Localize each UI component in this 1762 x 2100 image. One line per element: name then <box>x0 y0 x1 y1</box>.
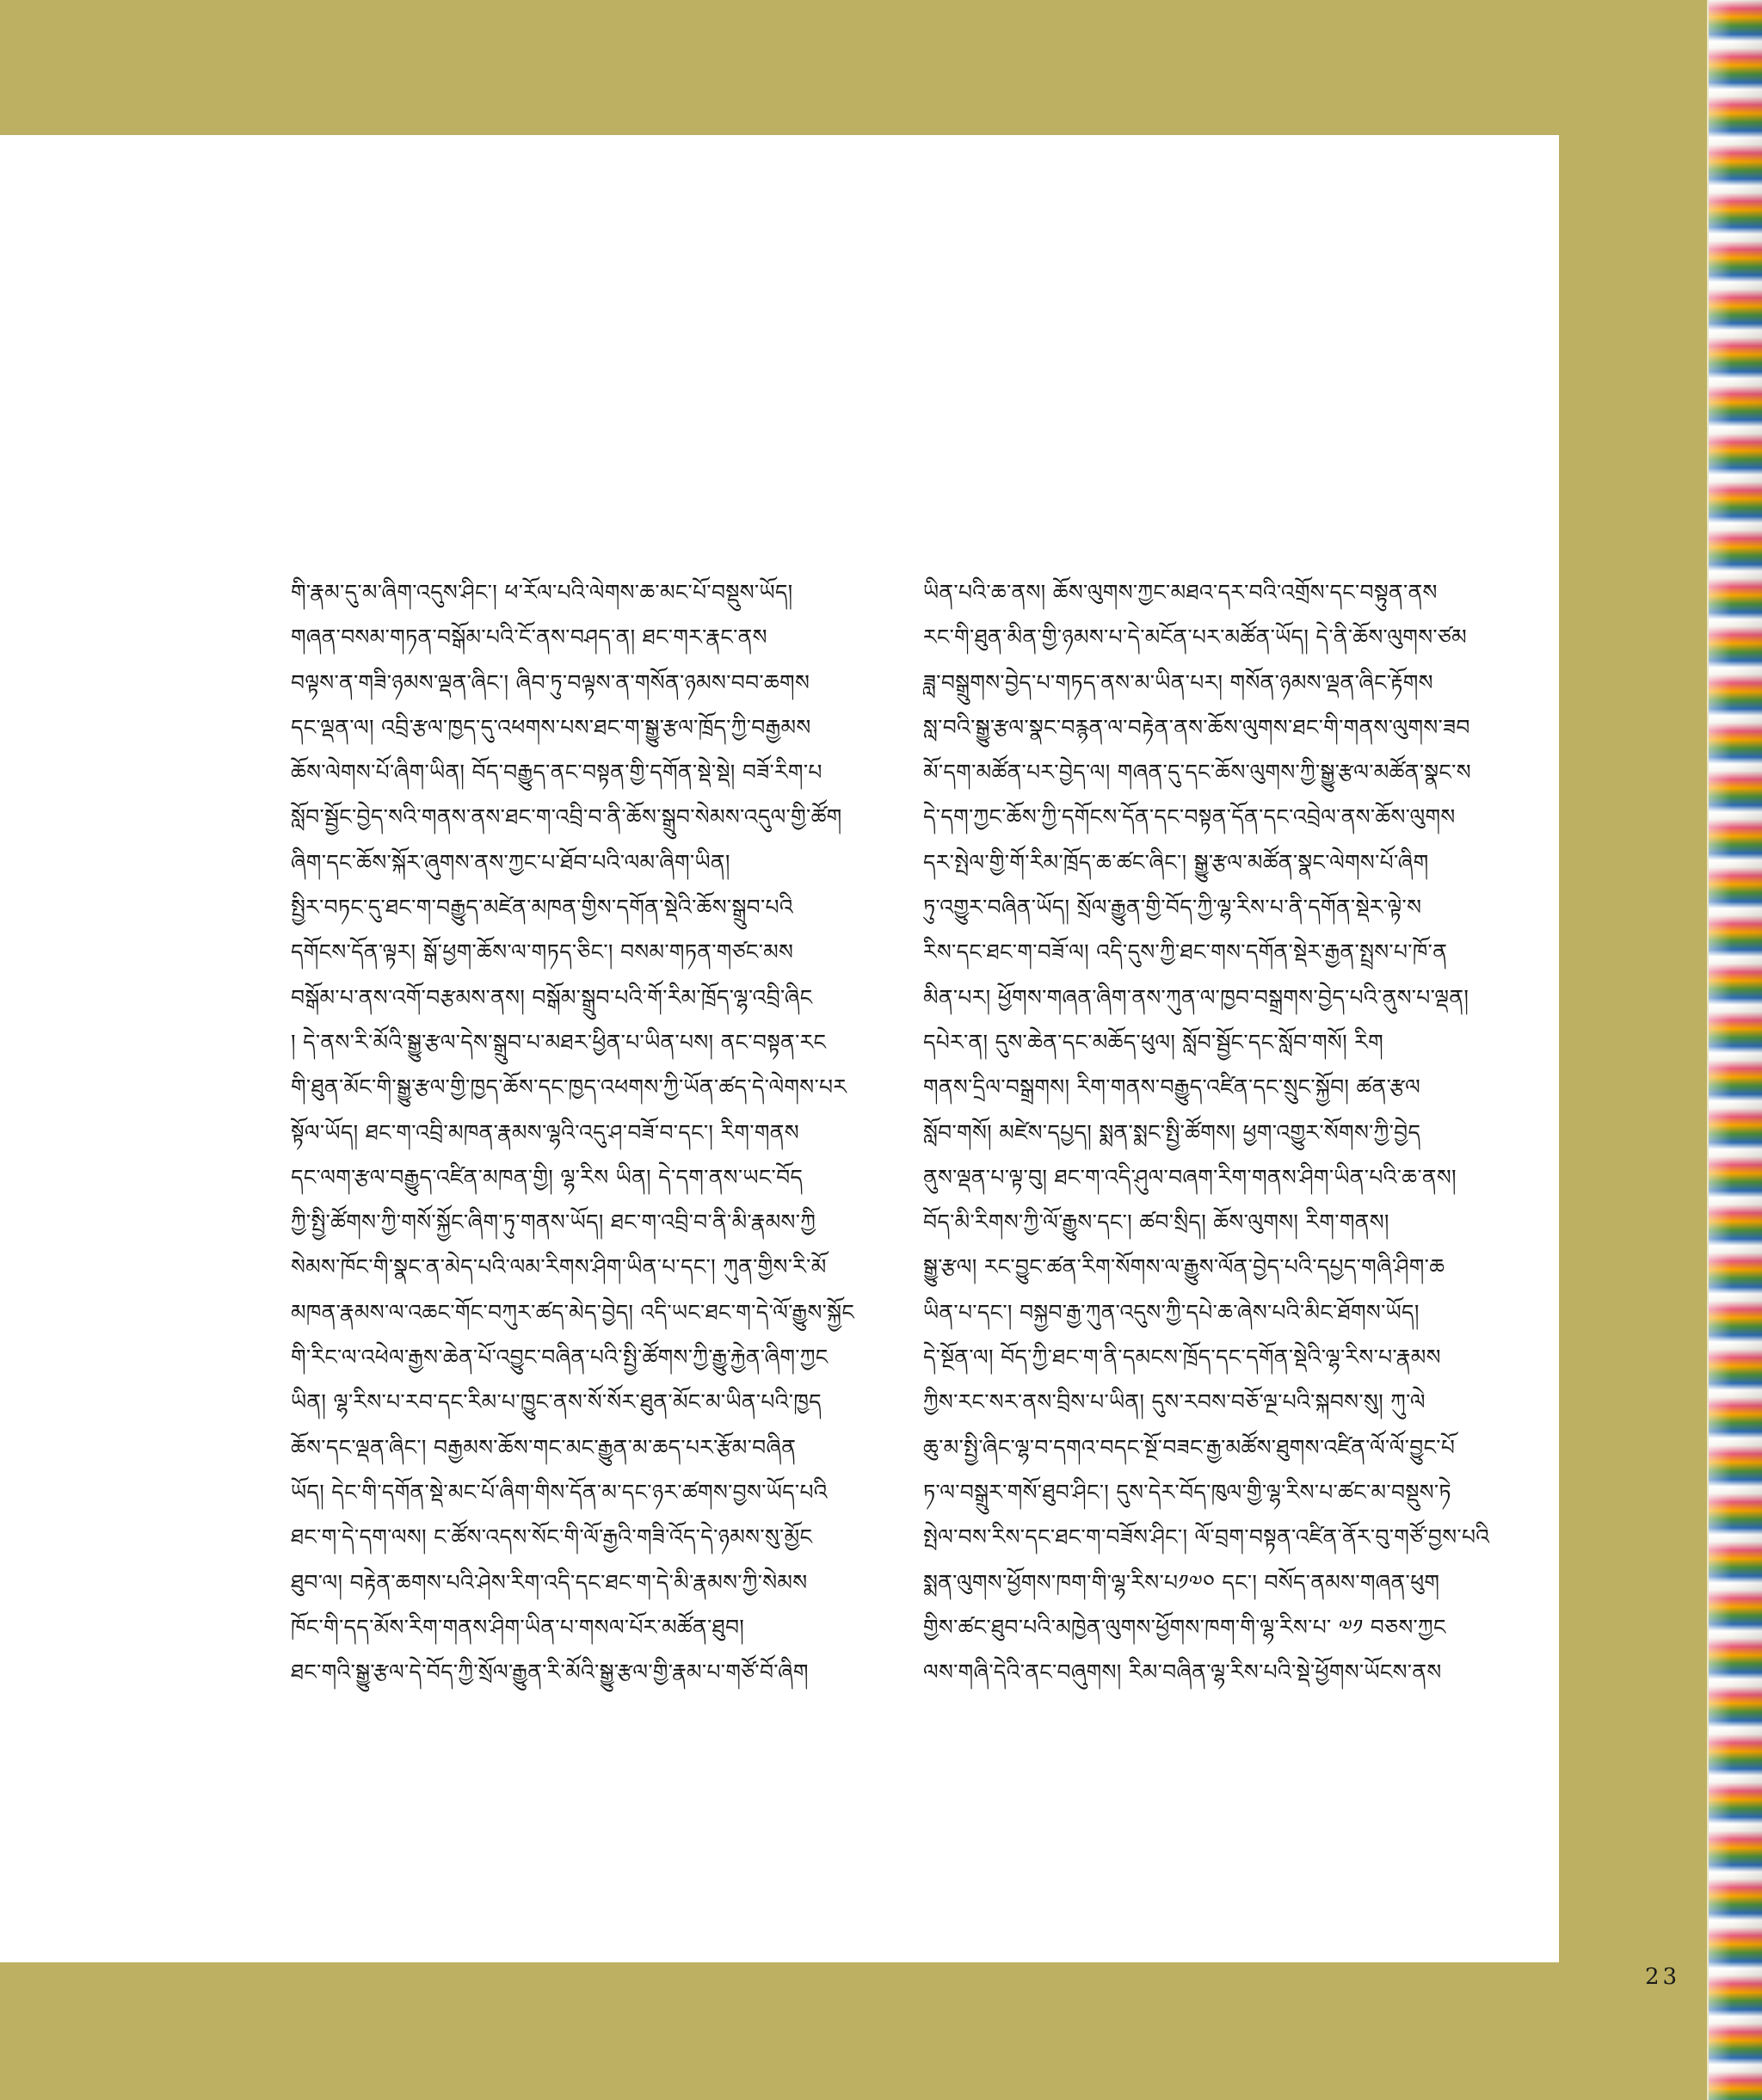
text-line: ཐང་གའི་སྒྱུ་རྩལ་དེ་བོད་ཀྱི་སྲོལ་རྒྱུན་རི་མོའི་སྒྱུ་རྩལ་གྱི་རྣམ་པ་གཙོ་བོ་ཞིག <box>291 1660 809 1685</box>
decorative-border-shade <box>1707 0 1762 2100</box>
text-line: མིན་པར། ཕྱོགས་གཞན་ཞིག་ནས་ཀུན་ལ་ཁྱབ་བསྒྲགས་བྱེད་པའི་ནུས་པ་ལྡན། <box>923 984 1469 1010</box>
text-line: སློབ་སྦྱོང་བྱེད་སའི་གནས་ནས་ཐང་ག་འབྲི་བ་ནི་ཆོས་སྒྲུབ་སེམས་འདུལ་གྱི་ཚོག <box>291 804 842 830</box>
text-line: བལྟས་ན་གཟི་ཉམས་ལྡན་ཞིང༌། ཞིབ་ཏུ་བལྟས་ན་གསོན་ཉམས་བབ་ཆགས <box>291 669 810 695</box>
text-line: དར་སྤེལ་གྱི་གོ་རིམ་ཁྲོད་ཆ་ཚང་ཞིང༌། སྒྱུ་རྩལ་མཚོན་སྣང་ལེགས་པོ་ཞིག <box>923 849 1429 875</box>
text-column-left <box>291 570 869 1695</box>
text-line: ཆོས་དང་ལྡན་ཞིང༌། བརྒྱམས་ཆོས་གང་མང་རྒྱུན་མ་ཆད་པར་རྩོམ་བཞིན <box>291 1434 797 1460</box>
text-line: སླ་བའི་སྒྱུ་རྩལ་སྣང་བརྙན་ལ་བརྟེན་ནས་ཆོས་ལུགས་ཐང་གི་གནས་ལུགས་ཟབ <box>923 714 1470 740</box>
text-line: ཐང་ག་དེ་དག་ལས། ང་ཚོས་འདས་སོང་གི་ལོ་རྒྱའི་གཟི་འོད་དེ་ཉམས་སུ་མྱོང <box>291 1524 813 1550</box>
text-line: གྱིས་ཚང་ཐུབ་པའི་མཁྱེན་ལུགས་ཕྱོགས་ཁག་གི་ལྷ་རིས་པ་ ༧༡ བཅས་ཀྱང <box>923 1614 1446 1640</box>
text-line: སྒྱུ་རྩལ། རང་བྱུང་ཚན་རིག་སོགས་ལ་རྒྱུས་ལོན་བྱེད་པའི་དཔྱད་གཞི་ཤིག་ཆ <box>923 1254 1445 1280</box>
text-line: རང་གི་ཐུན་མིན་གྱི་ཉམས་པ་དེ་མངོན་པར་མཚོན་ཡོད། དེ་ནི་ཆོས་ལུགས་ཙམ <box>923 625 1467 650</box>
text-line: མོ་དག་མཚོན་པར་བྱེད་ལ། གཞན་དུ་དང་ཆོས་ལུགས་ཀྱི་སྒྱུ་རྩལ་མཚོན་སྣང་ས <box>923 760 1471 785</box>
text-line: བསྒོམ་པ་ནས་འགོ་བརྩམས་ནས། བསྒོམ་སྒྲུབ་པའི་གོ་རིམ་ཁྲོད་ལྷ་འབྲི་ཞིང <box>291 984 813 1010</box>
text-line: ཏུ་འགྱུར་བཞིན་ཡོད། སྲོལ་རྒྱུན་གྱི་བོད་ཀྱི་ལྷ་རིས་པ་ནི་དགོན་སྡེར་ལྟེ་ས <box>923 895 1422 921</box>
text-column-right <box>923 570 1508 1695</box>
text-line: ཏ་ལ་བསྒྲུར་གསོ་ཐུབ་ཤིང༌། དུས་དེར་བོད་ཁུལ་གྱི་ལྷ་རིས་པ་ཚང་མ་བསྡུས་ཏེ <box>923 1479 1451 1505</box>
text-line: དེ་དག་ཀྱང་ཆོས་ཀྱི་དགོངས་དོན་དང་བསྟན་དོན་དང་འབྲེལ་ནས་ཆོས་ལུགས <box>923 804 1456 830</box>
text-line: དང་ལག་རྩལ་བརྒྱུད་འཛིན་མཁན་གྱི། ལྷ་རིས ཡིན། དེ་དག་ནས་ཡང་བོད <box>291 1164 804 1190</box>
text-line: ཀྱི་སྤྱི་ཚོགས་ཀྱི་གསོ་སྐྱོང་ཞིག་ཏུ་གནས་ཡོད། ཐང་ག་འབྲི་བ་ནི་མི་རྣམས་ཀྱི <box>291 1210 816 1235</box>
text-line: ཁོང་གི་དད་མོས་རིག་གནས་ཤིག་ཡིན་པ་གསལ་པོར་མཚོན་ཐུབ། <box>291 1614 745 1640</box>
text-line: སྤྱིར་བཏང་དུ་ཐང་ག་བརྒྱུད་མཛེན་མཁན་གྱིས་དགོན་སྡེའི་ཆོས་སྒྲུབ་པའི <box>291 895 793 921</box>
text-line: སེམས་ཁོང་གི་སྣང་ན་མེད་པའི་ལམ་རིགས་ཤིག་ཡིན་པ་དང༌། ཀུན་གྱིས་རི་མོ <box>291 1254 827 1280</box>
text-line: སྤེལ་བས་རིས་དང་ཐང་ག་བཟོས་ཤིང༌། ལོ་བྲག་བསྟན་འཛིན་ནོར་བུ་གཙོ་བྱས་པའི <box>923 1524 1490 1550</box>
text-line: དེ་སྔོན་ལ། བོད་ཀྱི་ཐང་ག་ནི་དམངས་ཁྲོད་དང་དགོན་སྡེའི་ལྷ་རིས་པ་རྣམས <box>923 1345 1441 1370</box>
text-line: ཟླ་བསྒྲུགས་བྱེད་པ་གཏད་ནས་མ་ཡིན་པར། གསོན་ཉམས་ལྡན་ཞིང་རྟོགས <box>923 669 1433 695</box>
text-line: བོད་མི་རིགས་ཀྱི་ལོ་རྒྱུས་དང་། ཚབ་སྲིད། ཆོས་ལུགས། རིག་གནས། <box>923 1210 1389 1235</box>
text-line: དང་ལྡན་ལ། འབྲི་རྩལ་ཁྱད་དུ་འཕགས་པས་ཐང་ག་སྒྱུ་རྩལ་ཁྲོད་ཀྱི་བརྒྱམས <box>291 714 811 740</box>
text-line: གི་རིང་ལ་འཕེལ་རྒྱས་ཆེན་པོ་འབྱུང་བཞིན་པའི་སྤྱི་ཚོགས་ཀྱི་རྒྱུ་རྐྱེན་ཞིག་ཀྱང <box>291 1345 829 1370</box>
text-line: ཡོད། དེང་གི་དགོན་སྡེ་མང་པོ་ཞིག་གིས་དོན་མ་དང་ཉར་ཚགས་བྱས་ཡོད་པའི <box>291 1479 828 1505</box>
text-line: སློབ་གསོ། མཛེས་དཔྱད། སྨན་སྨང་སྤྱི་ཚོགས། ཕྱག་འགྱུར་སོགས་ཀྱི་བྱེད <box>923 1119 1421 1145</box>
text-line: གཞན་བསམ་གཏན་བསྒོམ་པའི་ངོ་ནས་བཤད་ན། ཐང་གར་རྣང་ནས <box>291 625 767 650</box>
text-line: གི་ཐུན་མོང་གི་སྒྱུ་རྩལ་གྱི་ཁྱད་ཆོས་དང་ཁྱད་འཕགས་ཀྱི་ཡོན་ཚད་དེ་ལེགས་པར <box>291 1075 847 1100</box>
text-line: གི་རྣམ་དུ་མ་ཞིག་འདུས་ཤིང༌། ཕ་རོལ་པའི་ལེགས་ཆ་མང་པོ་བསྡུས་ཡོད། <box>291 580 793 605</box>
text-line: སྟོལ་ཡོད། ཐང་ག་འབྲི་མཁན་རྣམས་ལྷའི་འདུ་ཤ་བཟོ་བ་དང༌། རིག་གནས <box>291 1119 799 1145</box>
text-line: ལས་གཞི་དེའི་ནང་བཞུགས། རིམ་བཞིན་ལྷ་རིས་པའི་སྡེ་ཕྱོགས་ཡོངས་ནས <box>923 1660 1442 1685</box>
text-line: ཆུ་མ་སྤྱི་ཞིང་ལྷ་བ་དགའ་བདང་སྔོ་བཟང་རྒྱ་མཚོས་ཐུགས་འཛིན་ལོ་ལོ་བྱུང་པོ <box>923 1434 1456 1460</box>
text-line: ཐུབ་ལ། བརྟེན་ཆགས་པའི་ཤེས་རིག་འདི་དང་ཐང་ག་དེ་མི་རྣམས་ཀྱི་སེམས <box>291 1569 808 1595</box>
text-line: ཡིན་པ་དང༌། བསྐྱབ་རྒྱ་ཀུན་འདུས་ཀྱི་དཔེ་ཆ་ཞེས་པའི་མིང་ཐོགས་ཡོད། <box>923 1299 1420 1325</box>
text-line: མཁན་རྣམས་ལ་འཆང་གོང་བཀུར་ཚད་མེད་བྱེད། འདི་ཡང་ཐང་ག་དེ་ལོ་རྒྱུས་སྐྱོང <box>291 1299 855 1325</box>
text-line: ཞིག་དང་ཆོས་སྐོར་ཞུགས་ནས་ཀྱང་པ་ཐོབ་པའི་ལམ་ཞིག་ཡིན། <box>291 849 730 875</box>
text-line: དཔེར་ན། དུས་ཆེན་དང་མཆོད་ཕུལ། སློབ་སྦྱོང་དང་སློབ་གསོ། རིག <box>923 1029 1383 1055</box>
text-line: ཆོས་ལེགས་པོ་ཞིག་ཡིན། བོད་བརྒྱུད་ནང་བསྟན་གྱི་དགོན་སྡེ་སྡེ། བཟོ་རིག་པ <box>291 760 822 785</box>
text-line: ཡིན། ལྷ་རིས་པ་རབ་དང་རིམ་པ་ཁྱུང་ནས་སོ་སོར་ཐུན་མོང་མ་ཡིན་པའི་ཁྱད <box>291 1389 822 1415</box>
text-line: དགོངས་དོན་ལྟར། སྒོ་ཕྱག་ཆོས་ལ་གཏད་ཅིང༌། བསམ་གཏན་གཙང་མས <box>291 939 794 965</box>
text-line: སྨན་ལུགས་ཕྱོགས་ཁག་གི་ལྷ་རིས་པ༡༧༠ དང༌། བསོད་ནམས་གཞན་ཕུག <box>923 1569 1440 1595</box>
text-line: རིས་དང་ཐང་ག་བཟོ་ལ། འདི་དུས་ཀྱི་ཐང་གས་དགོན་སྡེར་རྒྱན་སྤྲས་པ་ཁོ་ན <box>923 939 1448 965</box>
text-line: ། དེ་ནས་རི་མོའི་སྒྱུ་རྩལ་དེས་སྒྲུབ་པ་མཐར་ཕྱིན་པ་ཡིན་པས། ནང་བསྟན་རང <box>291 1029 827 1055</box>
text-line: གནས་དྲིལ་བསྒྲགས། རིག་གནས་བརྒྱུད་འཛིན་དང་སྲུང་སྐྱོབ། ཚན་རྩལ <box>923 1075 1421 1100</box>
text-line: ཀྱིས་རང་སར་ནས་བྲིས་པ་ཡིན། དུས་རབས་བཅོ་ལྔ་པའི་སྐབས་སུ། ཀུ་ལེ <box>923 1389 1426 1415</box>
text-line: ཡིན་པའི་ཆ་ནས། ཆོས་ལུགས་ཀྱང་མཐའ་དར་བའི་འགྲོས་དང་བསྟུན་ནས <box>923 580 1438 605</box>
page-number: 23 <box>1645 1964 1681 1990</box>
text-line: ནུས་ལྡན་པ་ལྟ་བུ། ཐང་ག་འདི་ཤུལ་བཞག་རིག་གནས་ཤིག་ཡིན་པའི་ཆ་ནས། <box>923 1164 1457 1190</box>
